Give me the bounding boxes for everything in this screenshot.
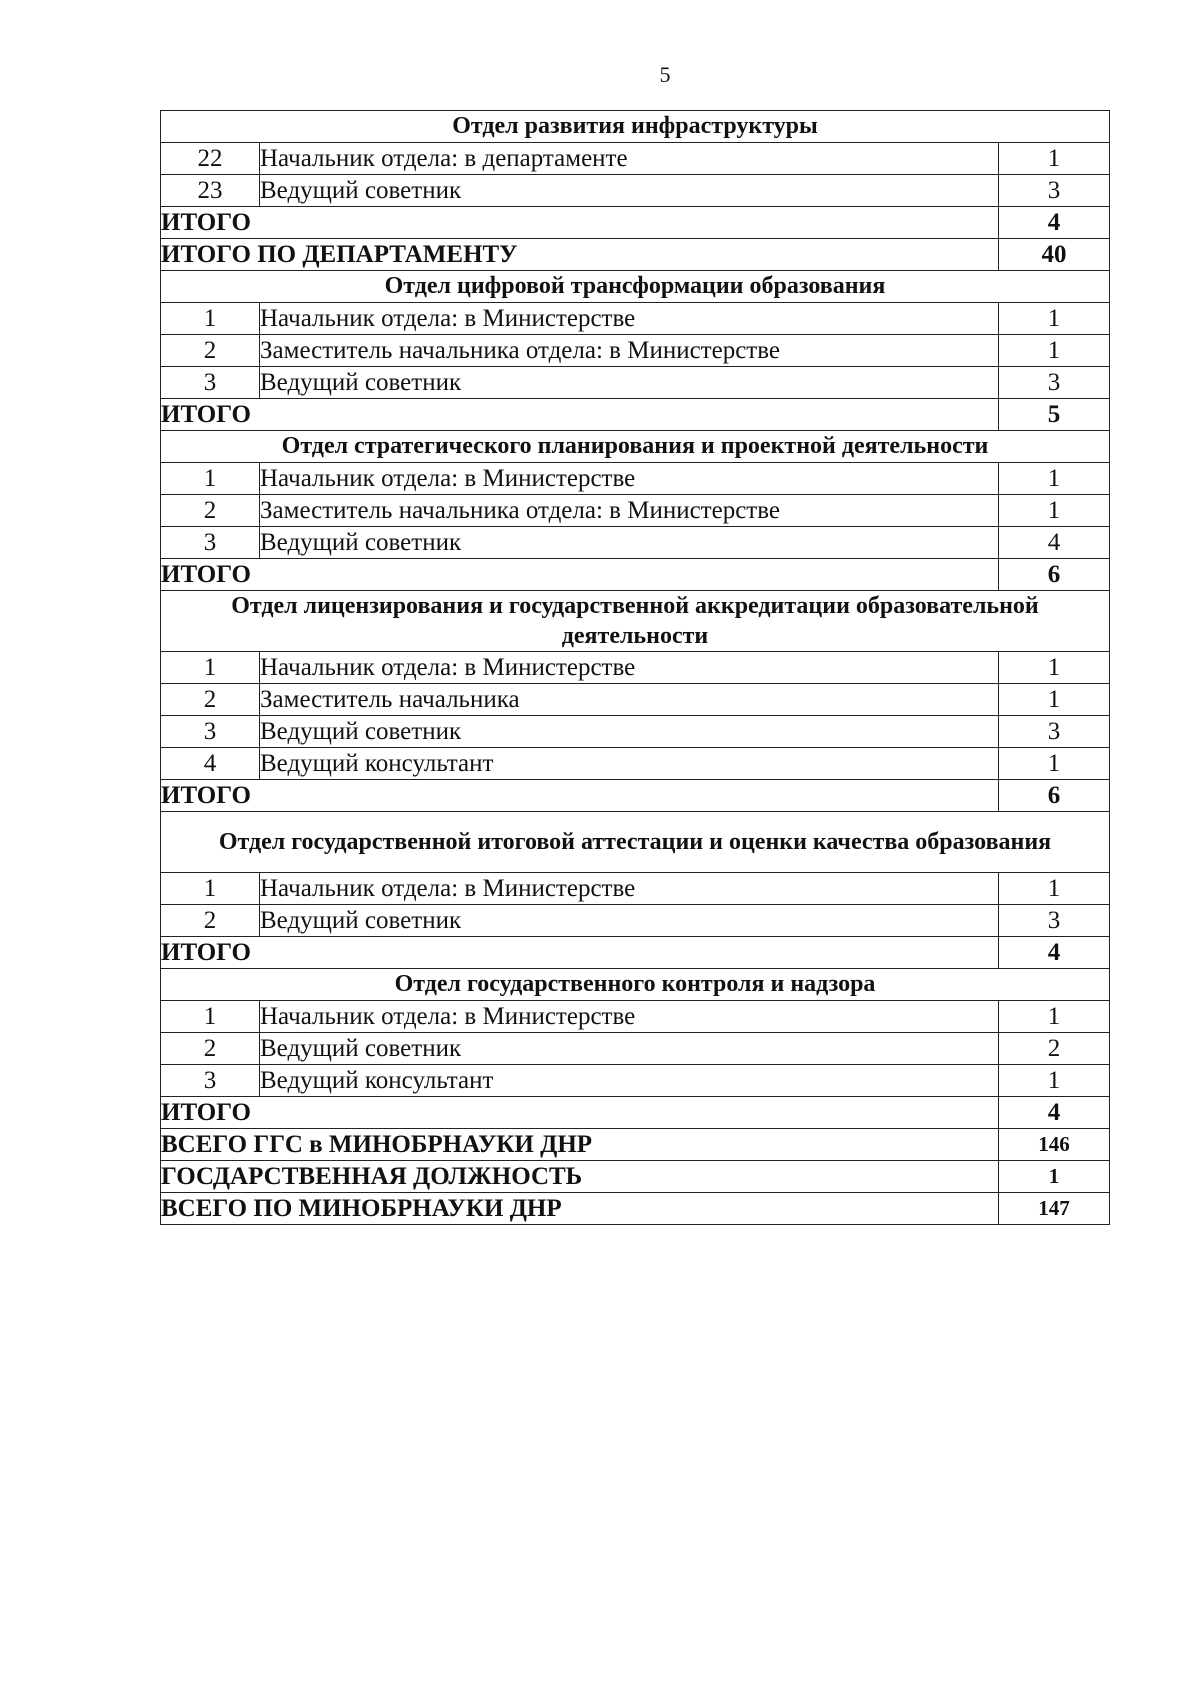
row-number: 23 — [161, 175, 260, 207]
staffing-table-body — [161, 111, 1110, 1225]
section-title: Отдел лицензирования и государственной аккредитации образовательной деятельности — [161, 591, 1110, 652]
total-label: ИТОГО — [161, 399, 999, 431]
position-name: Ведущий советник — [260, 367, 999, 399]
total-value: 4 — [999, 937, 1110, 969]
position-name: Заместитель начальника отдела: в Министерстве — [260, 335, 999, 367]
position-name: Ведущий советник — [260, 175, 999, 207]
page-number: 5 — [659, 62, 671, 87]
staffing-table — [160, 110, 1110, 1225]
total-value: 40 — [999, 239, 1110, 271]
table-row — [161, 1033, 1110, 1065]
grand-total-row — [161, 1129, 1110, 1161]
row-number: 22 — [161, 143, 260, 175]
section-header-row — [161, 111, 1110, 143]
total-value: 6 — [999, 780, 1110, 812]
position-name: Ведущий советник — [260, 1033, 999, 1065]
position-count: 1 — [999, 684, 1110, 716]
grand-total-value: 147 — [999, 1193, 1110, 1225]
section-header-row — [161, 591, 1110, 652]
position-name: Начальник отдела: в Министерстве — [260, 873, 999, 905]
total-label: ИТОГО — [161, 1097, 999, 1129]
row-number: 3 — [161, 367, 260, 399]
position-name: Ведущий советник — [260, 527, 999, 559]
grand-total-label: ВСЕГО ПО МИНОБРНАУКИ ДНР — [161, 1193, 999, 1225]
position-count: 1 — [999, 335, 1110, 367]
section-title: Отдел стратегического планирования и проектной деятельности — [161, 431, 1110, 463]
position-name: Начальник отдела: в Министерстве — [260, 463, 999, 495]
position-name: Заместитель начальника — [260, 684, 999, 716]
total-row — [161, 239, 1110, 271]
section-title: Отдел развития инфраструктуры — [161, 111, 1110, 143]
total-label: ИТОГО — [161, 559, 999, 591]
table-row — [161, 684, 1110, 716]
total-label: ИТОГО — [161, 780, 999, 812]
table-row — [161, 335, 1110, 367]
row-number: 1 — [161, 873, 260, 905]
position-count: 1 — [999, 873, 1110, 905]
table-row — [161, 527, 1110, 559]
table-row — [161, 175, 1110, 207]
grand-total-label: ГОСДАРСТВЕННАЯ ДОЛЖНОСТЬ — [161, 1161, 999, 1193]
total-value: 4 — [999, 207, 1110, 239]
table-row — [161, 303, 1110, 335]
total-label: ИТОГО ПО ДЕПАРТАМЕНТУ — [161, 239, 999, 271]
total-row — [161, 399, 1110, 431]
total-row — [161, 1097, 1110, 1129]
position-name: Ведущий консультант — [260, 1065, 999, 1097]
total-row — [161, 937, 1110, 969]
total-label: ИТОГО — [161, 207, 999, 239]
position-name: Ведущий консультант — [260, 748, 999, 780]
row-number: 3 — [161, 527, 260, 559]
row-number: 2 — [161, 335, 260, 367]
position-name: Заместитель начальника отдела: в Министерстве — [260, 495, 999, 527]
position-name: Ведущий советник — [260, 716, 999, 748]
row-number: 3 — [161, 716, 260, 748]
row-number: 2 — [161, 495, 260, 527]
grand-total-label: ВСЕГО ГГС в МИНОБРНАУКИ ДНР — [161, 1129, 999, 1161]
total-value: 5 — [999, 399, 1110, 431]
position-count: 3 — [999, 367, 1110, 399]
table-row — [161, 905, 1110, 937]
position-count: 3 — [999, 905, 1110, 937]
position-count: 4 — [999, 527, 1110, 559]
total-value: 4 — [999, 1097, 1110, 1129]
position-count: 1 — [999, 1001, 1110, 1033]
row-number: 2 — [161, 905, 260, 937]
table-row — [161, 748, 1110, 780]
grand-total-row — [161, 1193, 1110, 1225]
grand-total-row — [161, 1161, 1110, 1193]
position-count: 1 — [999, 652, 1110, 684]
row-number: 2 — [161, 684, 260, 716]
section-header-row — [161, 271, 1110, 303]
row-number: 1 — [161, 1001, 260, 1033]
position-count: 1 — [999, 143, 1110, 175]
table-row — [161, 495, 1110, 527]
row-number: 1 — [161, 652, 260, 684]
row-number: 1 — [161, 303, 260, 335]
table-row — [161, 1065, 1110, 1097]
total-value: 6 — [999, 559, 1110, 591]
table-row — [161, 652, 1110, 684]
position-count: 1 — [999, 748, 1110, 780]
total-label: ИТОГО — [161, 937, 999, 969]
position-count: 1 — [999, 1065, 1110, 1097]
grand-total-value: 146 — [999, 1129, 1110, 1161]
position-count: 3 — [999, 716, 1110, 748]
position-count: 3 — [999, 175, 1110, 207]
table-row — [161, 367, 1110, 399]
table-row — [161, 143, 1110, 175]
row-number: 2 — [161, 1033, 260, 1065]
row-number: 1 — [161, 463, 260, 495]
row-number: 3 — [161, 1065, 260, 1097]
total-row — [161, 207, 1110, 239]
section-header-row — [161, 431, 1110, 463]
position-name: Начальник отдела: в департаменте — [260, 143, 999, 175]
row-number: 4 — [161, 748, 260, 780]
position-name: Начальник отдела: в Министерстве — [260, 303, 999, 335]
table-row — [161, 873, 1110, 905]
position-name: Начальник отдела: в Министерстве — [260, 652, 999, 684]
section-title: Отдел цифровой трансформации образования — [161, 271, 1110, 303]
section-title: Отдел государственной итоговой аттестации и оценки качества образования — [161, 812, 1110, 873]
position-count: 1 — [999, 495, 1110, 527]
section-header-row — [161, 969, 1110, 1001]
section-header-row — [161, 812, 1110, 873]
section-title: Отдел государственного контроля и надзора — [161, 969, 1110, 1001]
position-count: 1 — [999, 303, 1110, 335]
position-name: Ведущий советник — [260, 905, 999, 937]
total-row — [161, 780, 1110, 812]
position-count: 1 — [999, 463, 1110, 495]
table-row — [161, 463, 1110, 495]
grand-total-value: 1 — [999, 1161, 1110, 1193]
table-row — [161, 716, 1110, 748]
position-count: 2 — [999, 1033, 1110, 1065]
total-row — [161, 559, 1110, 591]
table-row — [161, 1001, 1110, 1033]
position-name: Начальник отдела: в Министерстве — [260, 1001, 999, 1033]
